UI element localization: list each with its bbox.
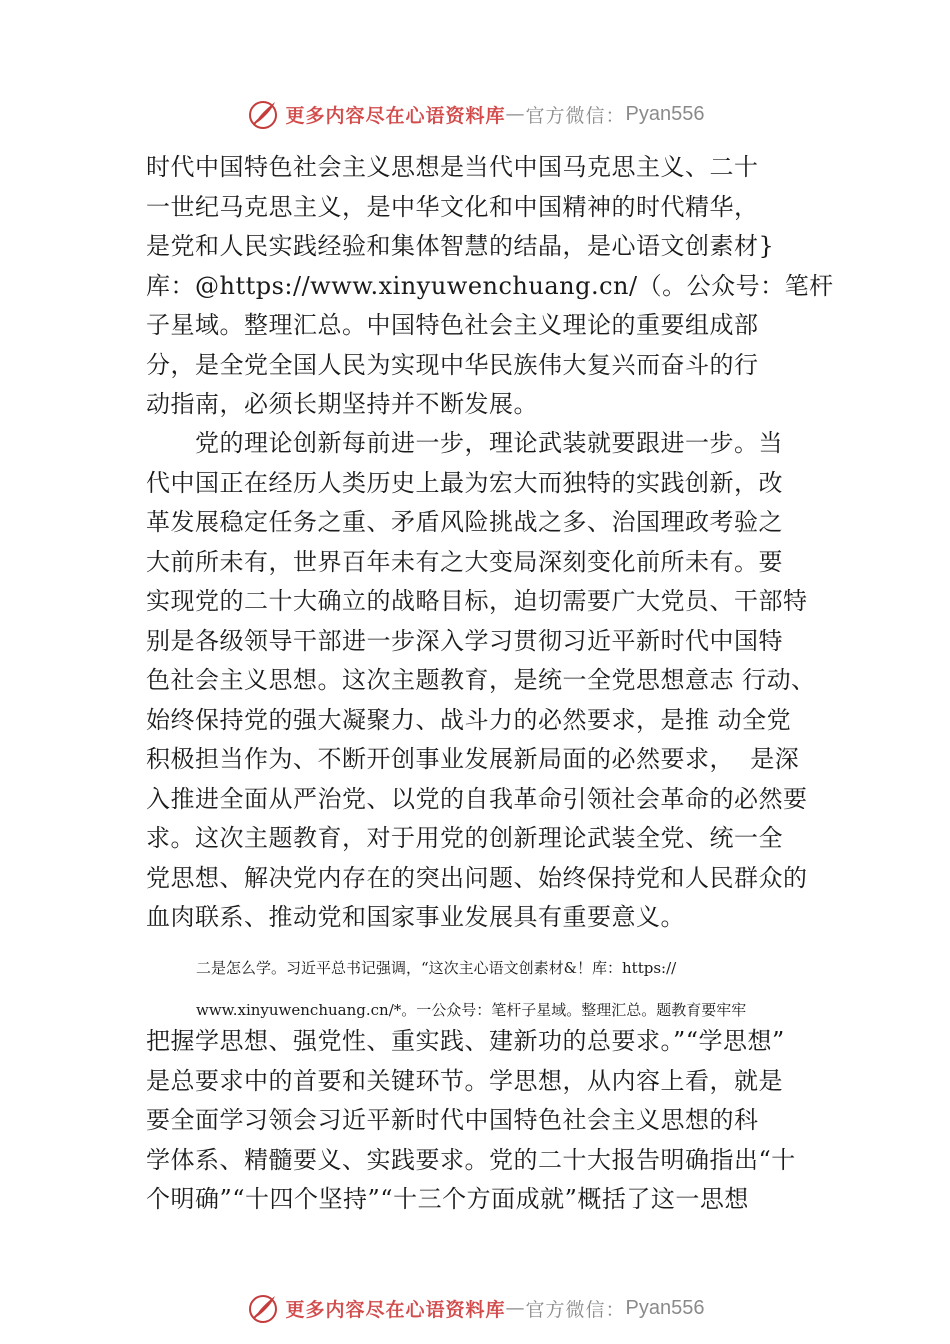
text-line: 个明确”“十四个坚持”“十三个方面成就”概括了这一思想 [146, 1185, 749, 1213]
text-line: 求。这次主题教育，对于用党的创新理论武装全党、统一全 [146, 824, 783, 852]
text-line: 始终保持党的强大凝聚力、战斗力的必然要求，是推 动全党 [146, 705, 792, 734]
text-line: 子星域。整理汇总。中国特色社会主义理论的重要组成部 [146, 311, 759, 339]
text-line: 库：@https://www.xinyuwenchuang.cn/（。公众号：笔杆 [146, 271, 834, 300]
banner-title: 更多内容尽在心语资料库 [285, 104, 506, 127]
text-line: 学体系、精髓要义、实践要求。党的二十大报告明确指出“十 [146, 1145, 796, 1174]
text-line: 积极担当作为、不断开创事业发展新局面的必然要求， 是深 [146, 745, 800, 773]
quill-seal-icon [246, 1291, 280, 1325]
small-text-line: www.xinyuwenchuang.cn/*。一公众号：笔杆子星域。整理汇总。题教育要牢牢 [196, 1001, 747, 1019]
banner-dash: — [505, 1297, 526, 1319]
banner-wechat-label: 官方微信： [525, 1298, 626, 1321]
text-line: 把握学思想、强党性、重实践、建新功的总要求。”“学思想” [146, 1027, 785, 1055]
banner-title: 更多内容尽在心语资料库 [285, 1298, 506, 1321]
text-line: 党的理论创新每前进一步，理论武装就要跟进一步。当 [146, 429, 783, 457]
banner-dash: — [505, 103, 526, 125]
quill-seal-icon [246, 97, 280, 131]
text-line: 是总要求中的首要和关键环节。学思想，从内容上看，就是 [146, 1066, 783, 1095]
text-line: 党思想、解决党内存在的突出问题、始终保持党和人民群众的 [146, 863, 808, 892]
paragraph-2 [146, 424, 846, 938]
text-line: 大前所未有，世界百年未有之大变局深刻变化前所未有。要 [146, 547, 783, 576]
text-line: 入推进全面从严治党、以党的自我革命引领社会革命的必然要 [146, 784, 808, 813]
text-line: 别是各级领导干部进一步深入学习贯彻习近平新时代中国特 [146, 626, 783, 655]
text-line: 色社会主义思想。这次主题教育，是统一全党思想意志 行动、 [146, 666, 816, 694]
text-line: 实现党的二十大确立的战略目标，迫切需要广大党员、干部特 [146, 587, 808, 615]
header-banner [0, 94, 950, 134]
text-line: 动指南，必须长期坚持并不断发展。 [146, 390, 538, 418]
text-line: 血肉联系、推动党和国家事业发展具有重要意义。 [146, 903, 685, 931]
text-line: 代中国正在经历人类历史上最为宏大而独特的实践创新，改 [146, 468, 783, 497]
footer-banner [0, 1288, 950, 1328]
paragraph-3 [146, 1022, 846, 1220]
text-line: 革发展稳定任务之重、矛盾风险挑战之多、治国理政考验之 [146, 508, 783, 536]
banner-wechat-id: Pyan556 [625, 1296, 705, 1319]
banner-wechat-label: 官方微信： [525, 104, 626, 127]
text-line: 是党和人民实践经验和集体智慧的结晶，是心语文创素材} [146, 232, 775, 260]
text-line: 时代中国特色社会主义思想是当代中国马克思主义、二十 [146, 153, 759, 181]
text-line: 分，是全党全国人民为实现中华民族伟大复兴而奋斗的行 [146, 350, 759, 379]
text-line: 一世纪马克思主义，是中华文化和中国精神的时代精华， [146, 192, 759, 221]
banner-wechat-id: Pyan556 [625, 102, 705, 125]
small-text-line: 二是怎么学。习近平总书记强调，“这次主心语文创素材&！库：https:// [196, 959, 677, 977]
paragraph-1 [146, 148, 846, 425]
text-line: 要全面学习领会习近平新时代中国特色社会主义思想的科 [146, 1106, 759, 1134]
